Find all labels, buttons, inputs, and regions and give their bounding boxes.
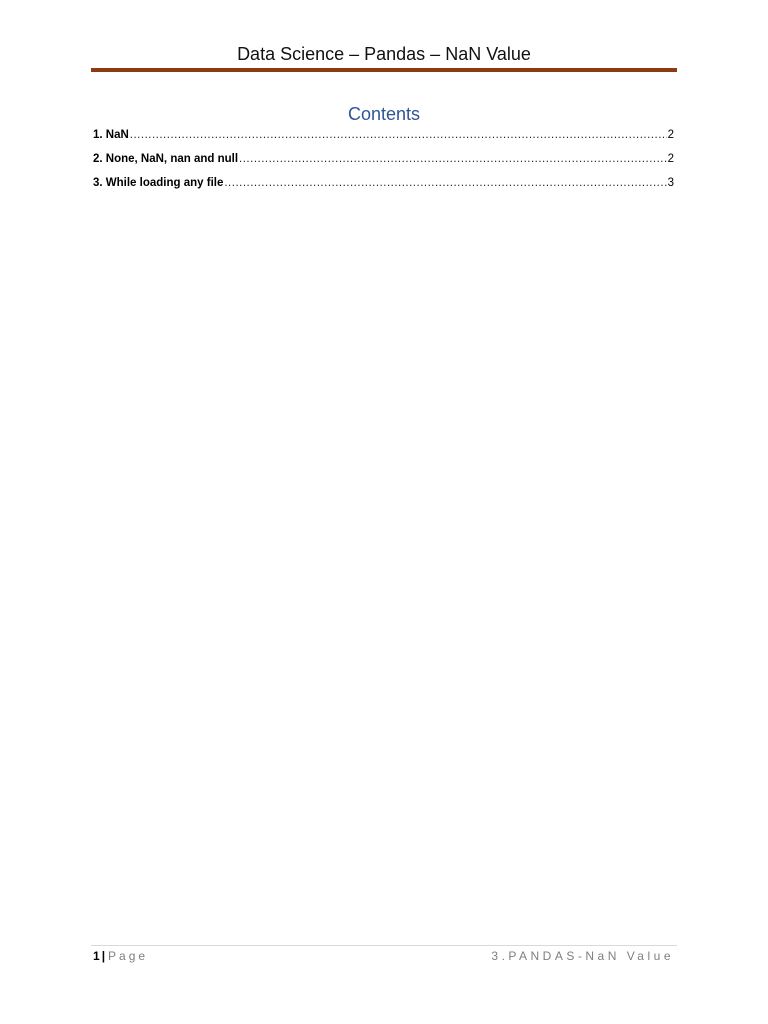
footer-rule — [91, 945, 677, 946]
footer-separator: | — [101, 949, 106, 963]
toc-entry-page: 2 — [667, 129, 674, 141]
toc-entry-label: 2. None, NaN, nan and null — [93, 153, 239, 165]
footer-page-number: 1 — [93, 949, 100, 963]
toc-leader-dots — [130, 126, 667, 144]
toc-entry-label: 1. NaN — [93, 129, 129, 141]
toc-leader-dots — [239, 150, 667, 168]
toc-entry-none-nan-null[interactable] — [93, 150, 674, 174]
page-header — [91, 42, 677, 66]
footer-doc-label: 3.PANDAS-NaN Value — [491, 949, 674, 963]
toc-leader-dots — [224, 174, 666, 192]
toc-heading: Contents — [347, 104, 421, 124]
header-rule — [91, 68, 677, 72]
toc-entry-loading-file[interactable] — [93, 174, 674, 198]
toc-entry-nan[interactable] — [93, 126, 674, 150]
document-title: Data Science – Pandas – NaN Value — [237, 44, 531, 64]
toc-entry-page: 3 — [667, 177, 674, 189]
table-of-contents — [93, 126, 674, 198]
toc-entry-label: 3. While loading any file — [93, 177, 224, 189]
toc-entry-page: 2 — [667, 153, 674, 165]
footer-page-word: Page — [108, 949, 149, 963]
footer-page-info — [93, 948, 148, 964]
